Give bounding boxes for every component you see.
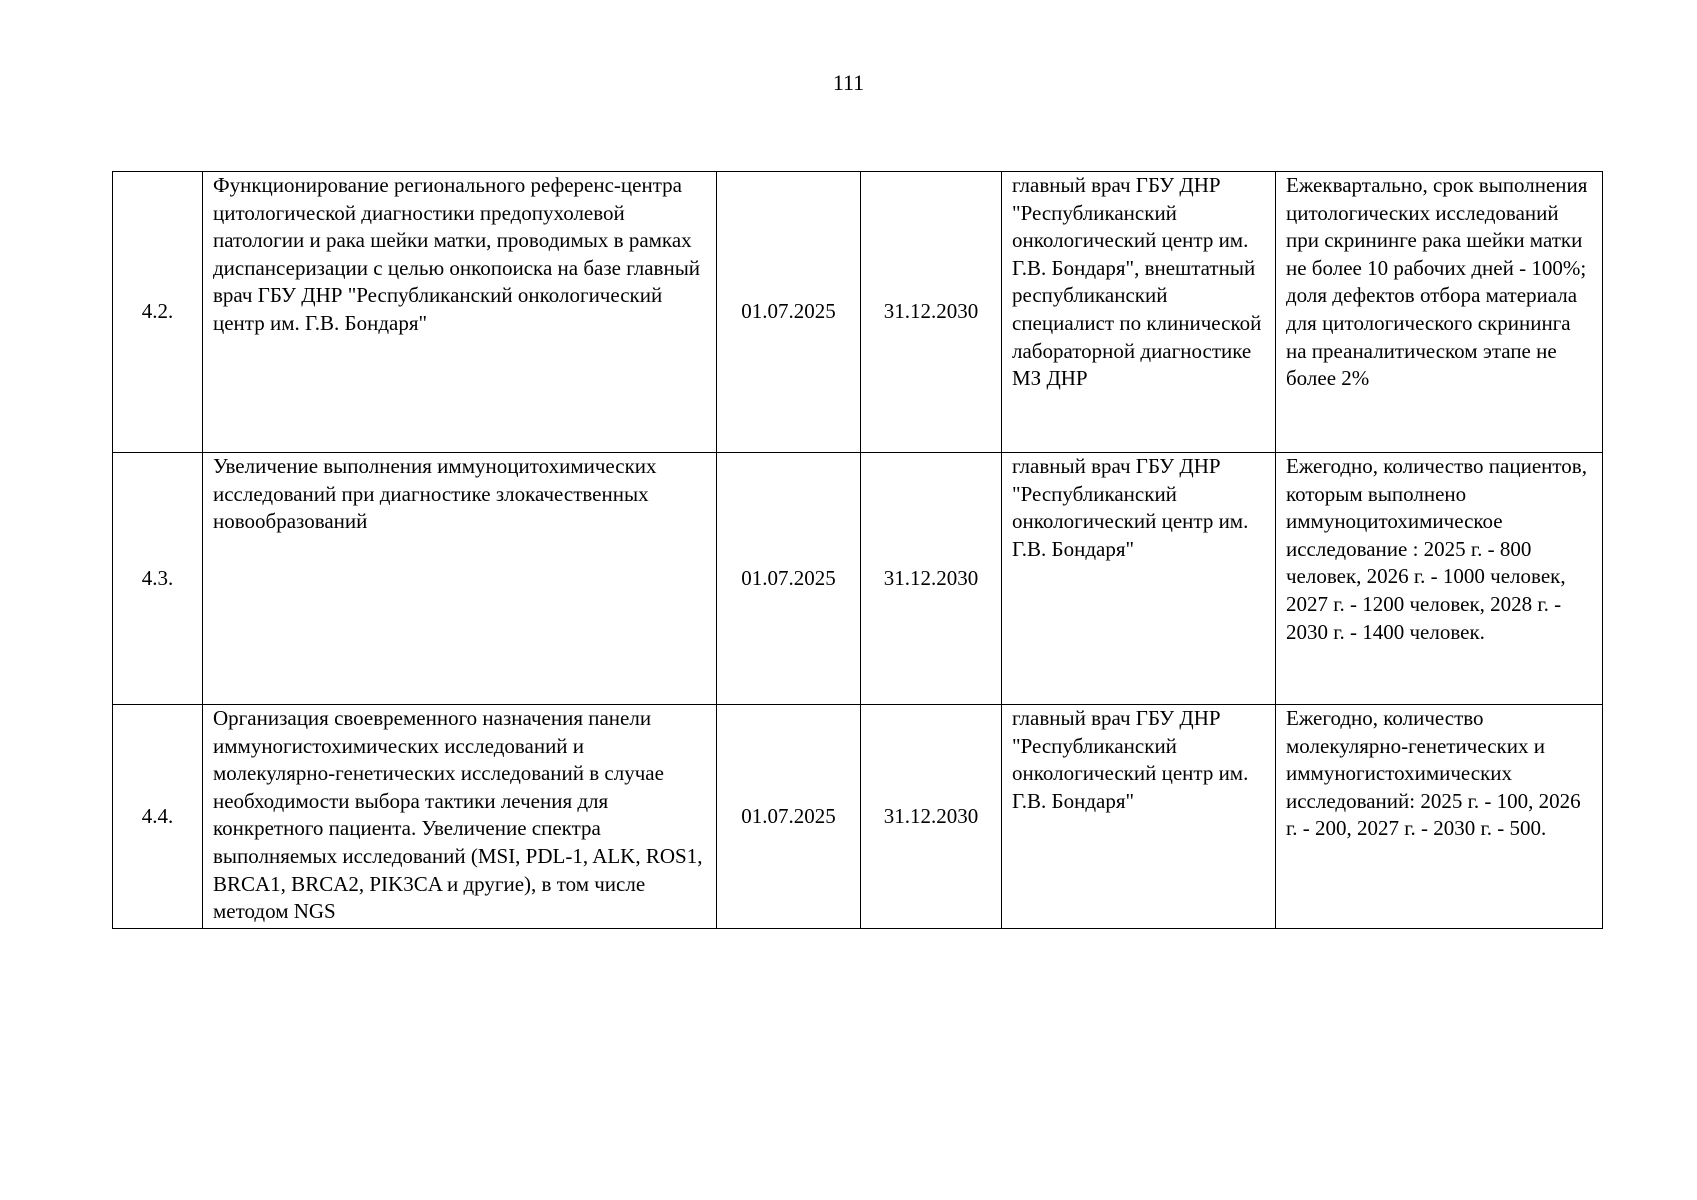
result-cell: Ежеквартально, срок выполнения цитологических исследований при скрининге рака шейки матки не более 10 рабочих дней - 100%; доля дефектов отбора материала для цитологического скрининга на преаналитическом этапе не более 2%: [1276, 172, 1603, 453]
start-date-cell: 01.07.2025: [717, 172, 861, 453]
result-cell: Ежегодно, количество пациентов, которым выполнено иммуноцитохимическое исследование : 2025 г. - 800 человек, 2026 г. - 1000 человек, 2027 г. - 1200 человек, 2028 г. - 2030 г. - 1400 человек.: [1276, 453, 1603, 705]
table-row: [113, 453, 1603, 705]
activity-cell: Функционирование регионального референс-центра цитологической диагностики предопухолевой патологии и рака шейки матки, проводимых в рамках диспансеризации с целью онкопоиска на базе главный врач ГБУ ДНР "Республиканский онкологический центр им. Г.В. Бондаря": [203, 172, 717, 453]
responsible-cell: главный врач ГБУ ДНР "Республиканский онкологический центр им. Г.В. Бондаря": [1002, 705, 1276, 929]
responsible-cell: главный врач ГБУ ДНР "Республиканский онкологический центр им. Г.В. Бондаря": [1002, 453, 1276, 705]
table-row: [113, 705, 1603, 929]
row-number-cell: 4.3.: [113, 453, 203, 705]
result-cell: Ежегодно, количество молекулярно-генетических и иммуногистохимических исследований: 2025 г. - 100, 2026 г. - 200, 2027 г. - 2030 г. - 500.: [1276, 705, 1603, 929]
responsible-cell: главный врач ГБУ ДНР "Республиканский онкологический центр им. Г.В. Бондаря", внештатный республиканский специалист по клинической лабораторной диагностике МЗ ДНР: [1002, 172, 1276, 453]
activity-cell: Организация своевременного назначения панели иммуногистохимических исследований и молекулярно-генетических исследований в случае необходимости выбора тактики лечения для конкретного пациента. Увеличение спектра выполняемых исследований (MSI, PDL-1, ALK, ROS1, BRCA1, BRCA2, PIK3CA и другие), в том числе методом NGS: [203, 705, 717, 929]
table-row: [113, 172, 1603, 453]
start-date-cell: 01.07.2025: [717, 705, 861, 929]
row-number-cell: 4.2.: [113, 172, 203, 453]
start-date-cell: 01.07.2025: [717, 453, 861, 705]
activities-table: [112, 171, 1603, 929]
end-date-cell: 31.12.2030: [861, 453, 1002, 705]
activity-cell: Увеличение выполнения иммуноцитохимических исследований при диагностике злокачественных новообразований: [203, 453, 717, 705]
row-number-cell: 4.4.: [113, 705, 203, 929]
end-date-cell: 31.12.2030: [861, 705, 1002, 929]
page-number: 111: [832, 70, 865, 95]
end-date-cell: 31.12.2030: [861, 172, 1002, 453]
